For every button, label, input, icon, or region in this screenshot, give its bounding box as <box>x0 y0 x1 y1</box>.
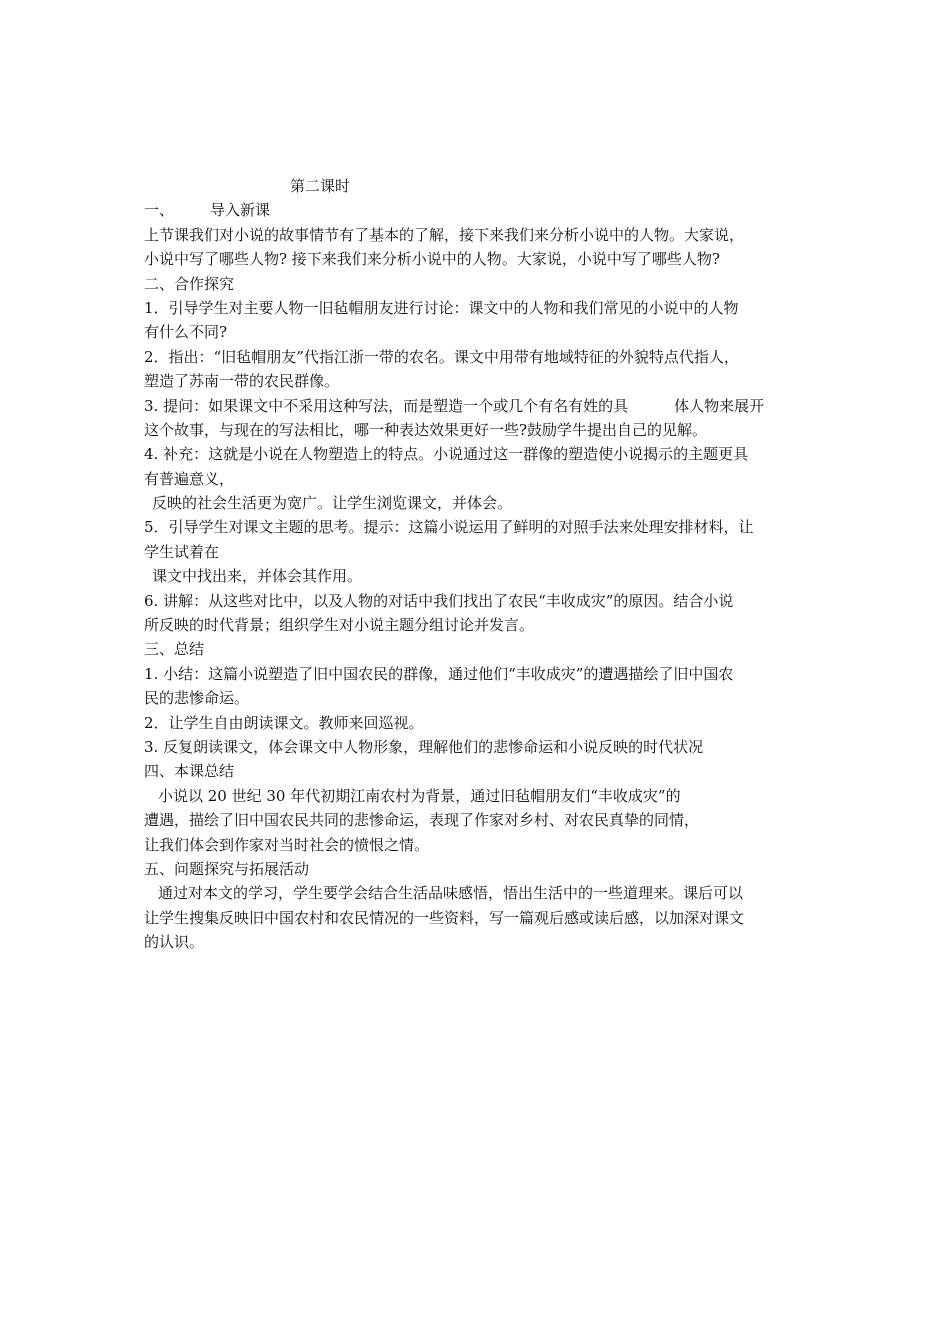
list-item-line: 3. 反复朗读课文，体会课文中人物形象，理解他们的悲惨命运和小说反映的时代状况 <box>144 737 704 756</box>
section-heading-4: 四、本课总结 <box>144 762 235 781</box>
paragraph-line: 让学生搜集反映旧中国农村和农民情况的一些资料，写一篇观后感或读后感，以加深对课文 <box>144 908 745 927</box>
section-heading-5: 五、问题探究与拓展活动 <box>144 859 310 878</box>
list-item-line: 4. 补充：这就是小说在人物塑造上的特点。小说通过这一群像的塑造使小说揭示的主题更具 <box>144 445 749 464</box>
section-heading-3: 三、总结 <box>144 640 205 659</box>
paragraph-line: 的认识。 <box>144 933 205 952</box>
paragraph-line: 通过对本文的学习，学生要学会结合生活品味感悟，悟出生活中的一些道理来。课后可以 <box>158 884 744 903</box>
list-item-line: 5．引导学生对课文主题的思考。提示：这篇小说运用了鲜明的对照手法来处理安排材料，让 <box>144 518 754 537</box>
list-item-line: 2．指出：“旧毡帽朋友”代指江浙一带的农名。课文中用带有地域特征的外貌特点代指人， <box>144 347 739 366</box>
list-item-line: 6. 讲解：从这些对比中，以及人物的对话中我们找出了农民“丰收成灾”的原因。结合小说 <box>144 591 734 610</box>
section-number: 一、 <box>144 201 175 220</box>
list-item-line: 学生试着在 <box>144 542 220 561</box>
list-item-line: 塑造了苏南一带的农民群像。 <box>144 372 340 391</box>
section-title: 导入新课 <box>210 201 271 220</box>
section-heading-2: 二、合作探究 <box>144 274 235 293</box>
list-item-text: 体人物来展开 <box>674 396 765 415</box>
paragraph-line: 上节课我们对小说的故事情节有了基本的了解，接下来我们来分析小说中的人物。大家说， <box>144 225 745 244</box>
list-item-line: 这个故事，与现在的写法相比，哪一种表达效果更好一些?鼓励学牛提出自己的见解。 <box>144 420 708 439</box>
section-heading-1 <box>144 198 810 222</box>
document-body <box>144 174 810 955</box>
list-item-line: 课文中找出来，并体会其作用。 <box>152 567 363 586</box>
list-item-line: 1. 小结：这篇小说塑造了旧中国农民的群像，通过他们“丰收成灾”的遭遇描绘了旧中国农 <box>144 664 734 683</box>
list-item-line <box>144 394 810 418</box>
paragraph-line: 小说以 20 世纪 30 年代初期江南农村为背景，通过旧毡帽朋友们“丰收成灾”的 <box>158 786 681 805</box>
paragraph-line: 小说中写了哪些人物? 接下来我们来分析小说中的人物。大家说，小说中写了哪些人物? <box>144 250 720 269</box>
list-item-line: 所反映的时代背景；组织学生对小说主题分组讨论并发言。 <box>144 616 535 635</box>
list-item-line: 有什么不同? <box>144 323 228 342</box>
list-item-line: 2．让学生自由朗读课文。教师来回巡视。 <box>144 713 424 732</box>
list-item-line: 民的悲惨命运。 <box>144 689 250 708</box>
list-item-line: 1．引导学生对主要人物一旧毡帽朋友进行讨论：课文中的人物和我们常见的小说中的人物 <box>144 298 739 317</box>
page-title: 第二课时 <box>290 177 351 195</box>
list-item-text: 3. 提问：如果课文中不采用这种写法，而是塑造一个或几个有名有姓的具 <box>144 396 629 415</box>
list-item-line: 反映的社会生活更为宽广。让学生浏览课文，并体会。 <box>152 494 513 513</box>
paragraph-line: 让我们体会到作家对当时社会的愤恨之情。 <box>144 835 430 854</box>
list-item-line: 有普遍意义， <box>144 469 235 488</box>
paragraph-line: 遭遇，描绘了旧中国农民共同的悲惨命运，表现了作家对乡村、对农民真挚的同情， <box>144 811 700 830</box>
